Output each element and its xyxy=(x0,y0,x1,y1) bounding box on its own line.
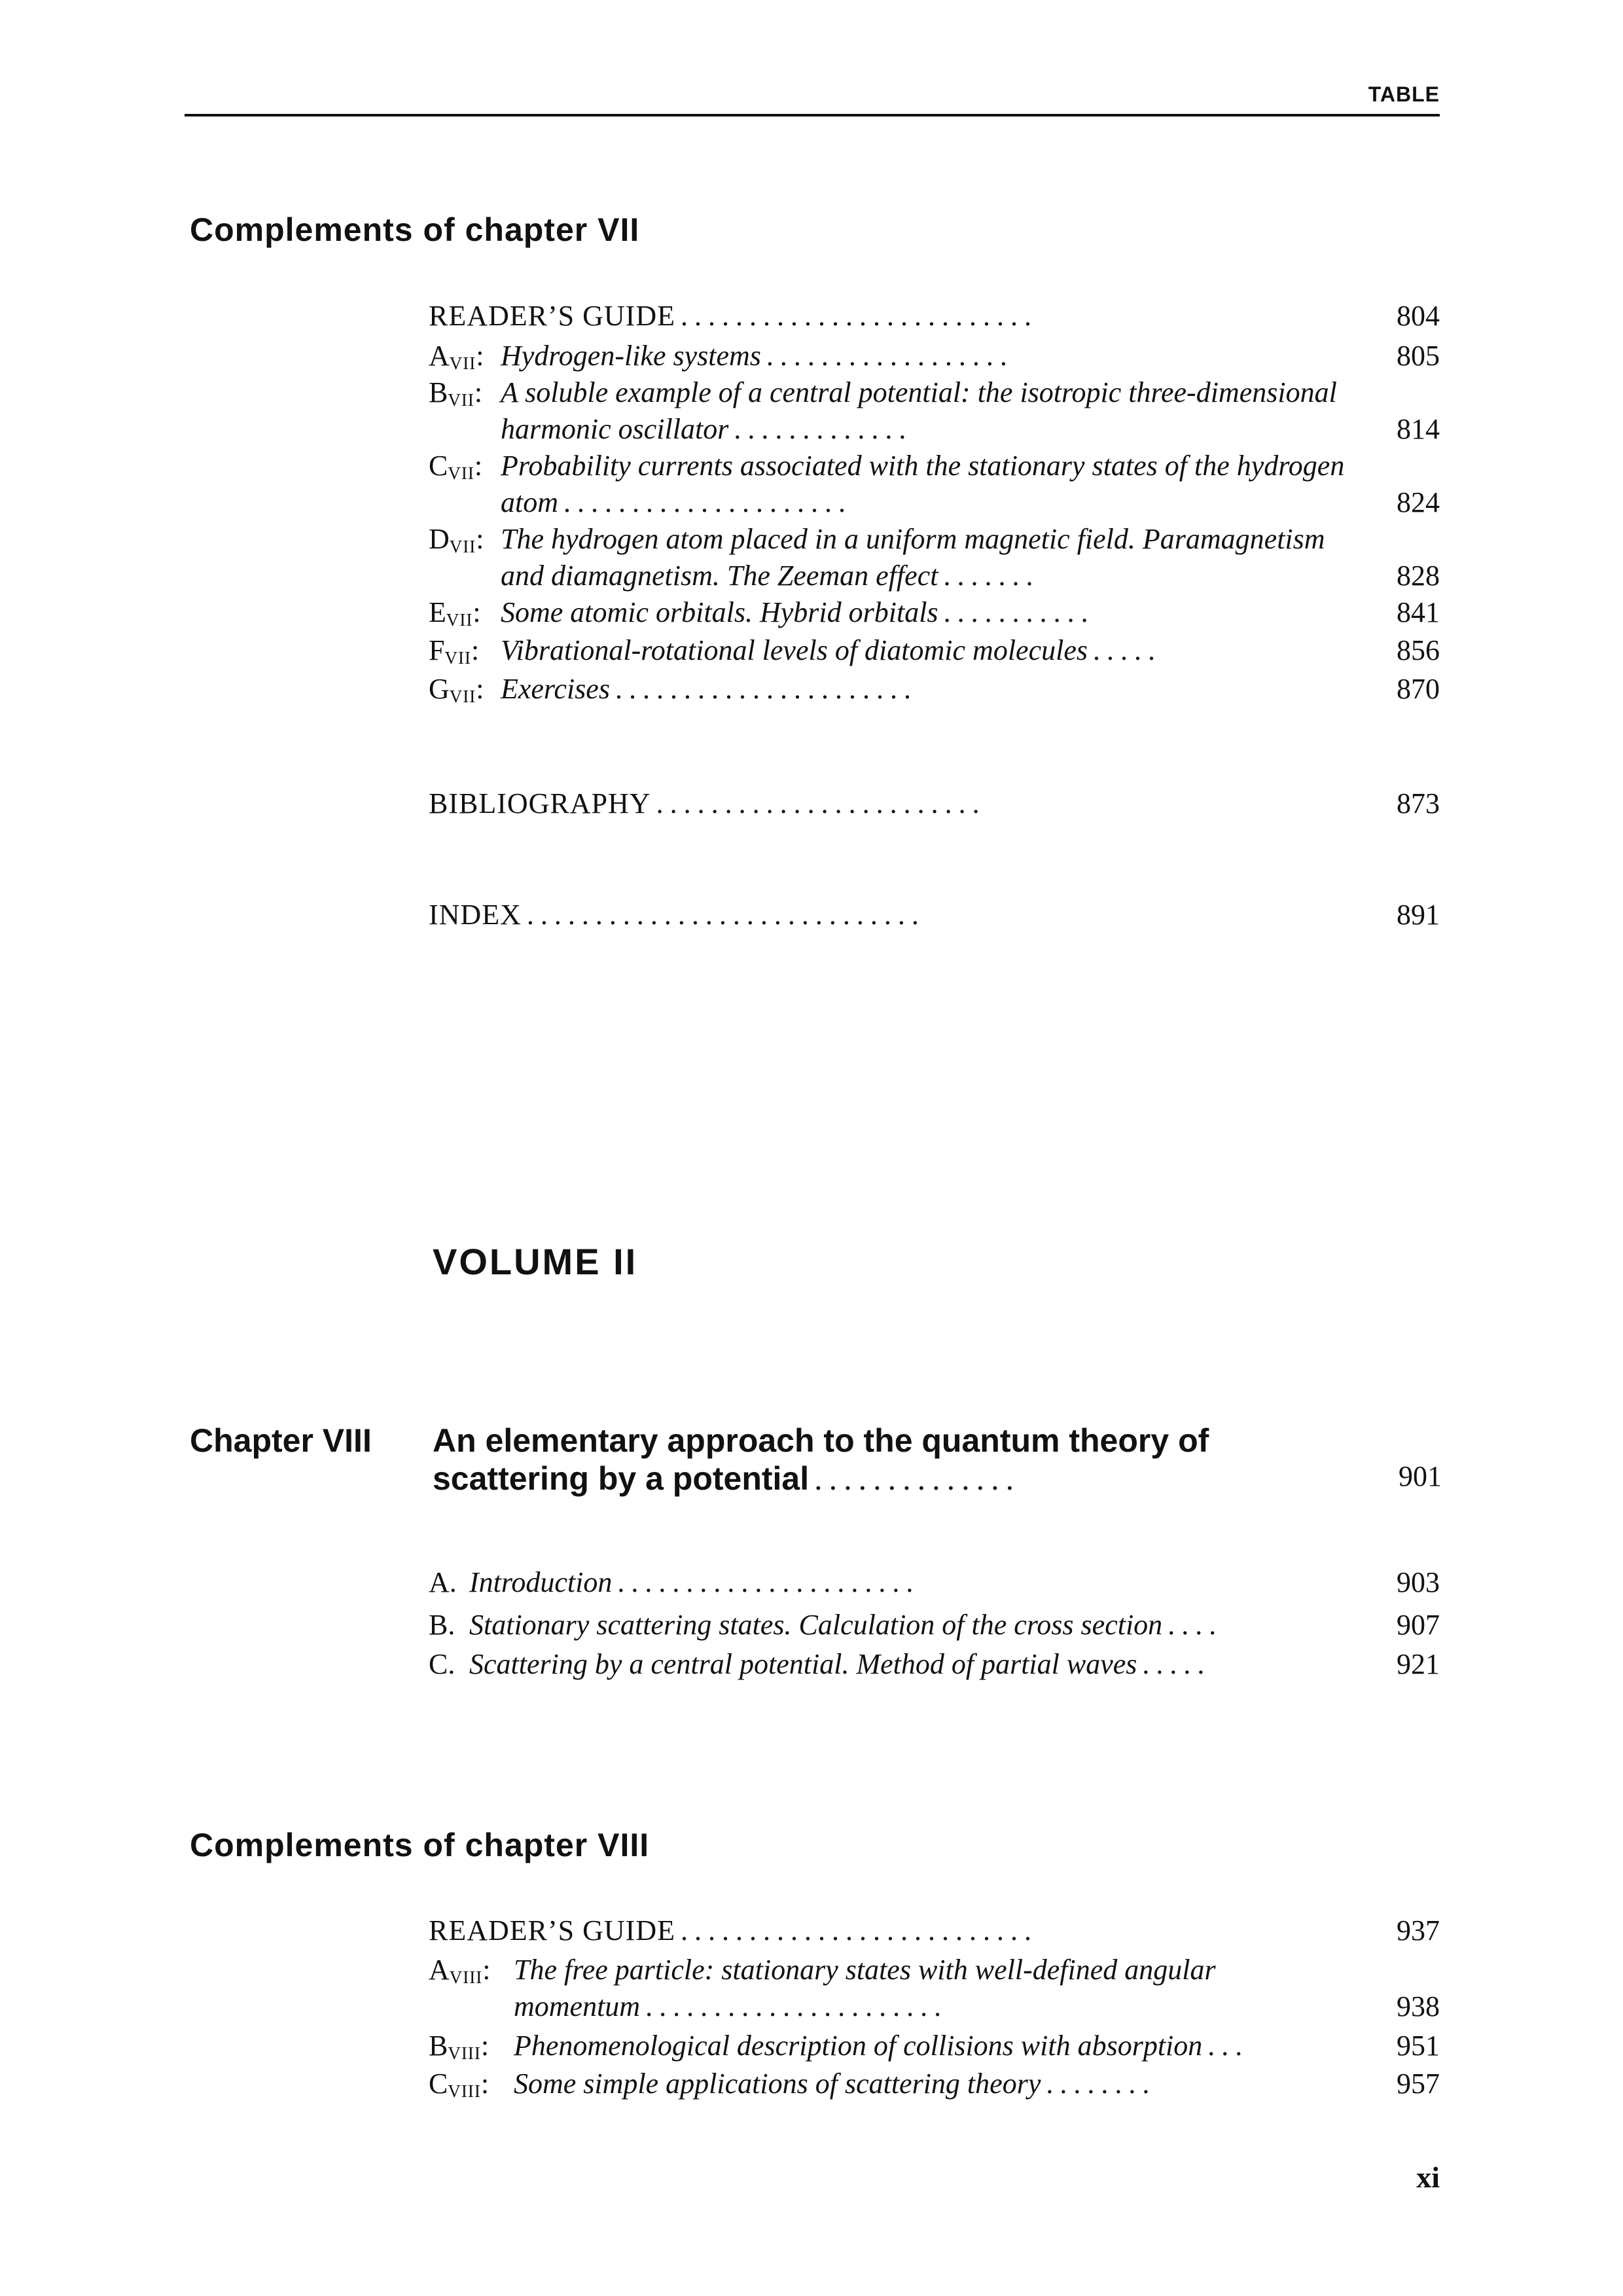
toc-entry-title: INDEX xyxy=(429,899,522,931)
folio-page-number: xi xyxy=(1416,2161,1440,2194)
toc-entry-page: 805 xyxy=(1397,340,1440,372)
dot-leader: ..... xyxy=(1142,1648,1211,1680)
toc-entry-page: 804 xyxy=(1397,300,1440,332)
toc-section-letter: A. xyxy=(429,1566,457,1598)
toc-entry-page: 856 xyxy=(1397,634,1440,666)
toc-entry-title: Hydrogen-like systems xyxy=(501,340,761,372)
toc-entry-page: 814 xyxy=(1397,413,1440,445)
dot-leader: ............. xyxy=(734,413,913,445)
toc-entry[interactable] xyxy=(429,298,1440,334)
dot-leader: .............. xyxy=(814,1460,1021,1497)
chapter-page: 901 xyxy=(1399,1460,1442,1492)
toc-entry[interactable] xyxy=(429,374,1440,448)
toc-entry-page: 870 xyxy=(1397,673,1440,705)
toc-entry-label: $B_{VIII}$: xyxy=(429,2030,490,2063)
dot-leader: ..................... xyxy=(563,486,852,518)
chapter-label: Chapter VIII xyxy=(190,1422,372,1459)
toc-entry[interactable] xyxy=(429,632,1440,669)
dot-leader: ............................. xyxy=(526,899,925,931)
toc-entry-page: 824 xyxy=(1397,486,1440,518)
toc-entry-label: $E_{VII}$: xyxy=(429,596,481,630)
toc-section-title: Introduction xyxy=(469,1566,613,1598)
toc-entry[interactable] xyxy=(429,594,1440,631)
dot-leader: ........................ xyxy=(656,787,986,819)
dot-leader: ...................... xyxy=(615,673,918,705)
toc-section-page: 907 xyxy=(1397,1609,1440,1641)
toc-entry-label: $D_{VII}$: xyxy=(429,523,484,556)
toc-entry-label: $F_{VII}$: xyxy=(429,634,480,668)
toc-entry[interactable] xyxy=(429,1912,1440,1949)
toc-entry-label: $A_{VIII}$: xyxy=(429,1954,491,1987)
toc-entry[interactable] xyxy=(429,671,1440,708)
dot-leader: .... xyxy=(1168,1609,1223,1641)
toc-entry-title: Exercises xyxy=(501,673,610,705)
dot-leader: ........ xyxy=(1046,2068,1156,2100)
toc-section-page: 921 xyxy=(1397,1648,1440,1680)
toc-entry[interactable] xyxy=(429,2066,1440,2102)
toc-entry-title: The free particle: stationary states with well-defined angular momentum xyxy=(514,1954,1216,2022)
toc-section-page: 903 xyxy=(1397,1566,1440,1598)
header-rule xyxy=(185,114,1440,117)
toc-section-letter: C. xyxy=(429,1648,455,1680)
dot-leader: .......................... xyxy=(680,1914,1038,1946)
toc-entry-page: 951 xyxy=(1397,2030,1440,2062)
toc-entry-label: $G_{VII}$: xyxy=(429,673,484,706)
toc-entry-title: BIBLIOGRAPHY xyxy=(429,787,651,819)
toc-entry-index[interactable] xyxy=(429,897,1440,933)
toc-entry-page: 828 xyxy=(1397,560,1440,592)
toc-entry-title: Some atomic orbitals. Hybrid orbitals xyxy=(501,596,938,628)
volume-heading: VOLUME II xyxy=(433,1241,638,1282)
toc-entry[interactable] xyxy=(429,338,1440,374)
dot-leader: ... xyxy=(1207,2030,1249,2062)
dot-leader: ....... xyxy=(943,560,1040,592)
toc-entry-page: 937 xyxy=(1397,1914,1440,1946)
toc-entry-title: Vibrational-rotational levels of diatomic molecules xyxy=(501,634,1088,666)
toc-entry-page: 891 xyxy=(1397,899,1440,931)
toc-entry-title: Phenomenological description of collisions with absorption xyxy=(514,2030,1203,2062)
toc-entry-title: Some simple applications of scattering theory xyxy=(514,2068,1041,2100)
toc-entry-title: A soluble example of a central potential: the isotropic three-dimensional harmonic oscillator xyxy=(501,376,1337,445)
toc-entry[interactable] xyxy=(429,448,1440,521)
toc-section-title: Scattering by a central potential. Method of partial waves xyxy=(469,1648,1137,1680)
toc-section[interactable] xyxy=(429,1564,1440,1601)
toc-entry-label: $C_{VIII}$: xyxy=(429,2068,490,2101)
toc-entry-title: Probability currents associated with the stationary states of the hydrogen atom xyxy=(501,450,1345,518)
toc-entry[interactable] xyxy=(429,1952,1440,2025)
dot-leader: ........... xyxy=(943,596,1095,628)
toc-entry-label: $B_{VII}$: xyxy=(429,376,483,410)
toc-entry-title: READER’S GUIDE xyxy=(429,300,675,332)
toc-section[interactable] xyxy=(429,1607,1440,1643)
toc-entry-page: 957 xyxy=(1397,2068,1440,2100)
dot-leader: ...................... xyxy=(617,1566,920,1598)
dot-leader: .................. xyxy=(766,340,1014,372)
dot-leader: .......................... xyxy=(680,300,1038,332)
complements-viii-heading: Complements of chapter VIII xyxy=(190,1827,650,1863)
toc-entry-page: 938 xyxy=(1397,1990,1440,2022)
toc-entry[interactable] xyxy=(429,521,1440,594)
dot-leader: ...................... xyxy=(645,1990,948,2022)
toc-entry-title: READER’S GUIDE xyxy=(429,1914,675,1946)
toc-entry[interactable] xyxy=(429,2028,1440,2064)
toc-entry-bibliography[interactable] xyxy=(429,785,1440,822)
toc-entry-label: $A_{VII}$: xyxy=(429,340,484,373)
toc-entry-title: The hydrogen atom placed in a uniform magnetic field. Paramagnetism and diamagnetism. The Zeeman effect xyxy=(501,523,1325,592)
toc-section-letter: B. xyxy=(429,1609,455,1641)
toc-section[interactable] xyxy=(429,1646,1440,1683)
toc-entry-page: 873 xyxy=(1397,787,1440,819)
toc-entry-page: 841 xyxy=(1397,596,1440,628)
toc-section-title: Stationary scattering states. Calculation of the cross section xyxy=(469,1609,1163,1641)
running-head: TABLE xyxy=(1368,82,1440,106)
chapter-title[interactable]: An elementary approach to the quantum theory of scattering by a potential .............. xyxy=(433,1422,1209,1497)
toc-entry-label: $C_{VII}$: xyxy=(429,450,483,483)
complements-vii-heading: Complements of chapter VII xyxy=(190,211,640,248)
dot-leader: ..... xyxy=(1092,634,1162,666)
